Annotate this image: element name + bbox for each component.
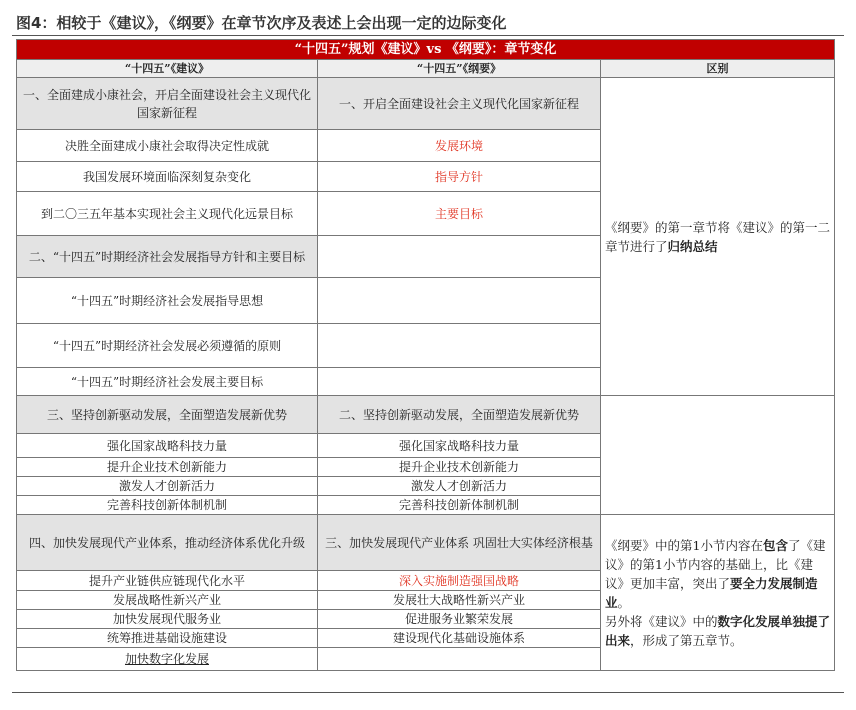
gangyao-empty [318, 278, 601, 324]
jianyi-item: 决胜全面建成小康社会取得决定性成就 [17, 130, 318, 162]
gangyao-item: 强化国家战略科技力量 [318, 434, 601, 458]
jianyi-item: “十四五”时期经济社会发展必须遵循的原则 [17, 324, 318, 368]
difference-note-2: 《纲要》中的第1小节内容在包含了《建议》的第1小节内容的基础上，比《建议》更加丰富，突出了要全力发展制造业。 另外将《建议》中的数字化发展单独提了出来，形成了第五章节。 [601, 515, 835, 671]
jianyi-item-digital-label: 加快数字化发展 [124, 652, 209, 666]
comparison-table [16, 39, 835, 671]
top-divider [12, 35, 844, 36]
gangyao-item: 激发人才创新活力 [318, 477, 601, 496]
gangyao-empty [318, 648, 601, 671]
gangyao-empty [318, 324, 601, 368]
jianyi-item: 发展战略性新兴产业 [17, 591, 318, 610]
header-gangyao: “十四五”《纲要》 [318, 60, 601, 78]
gangyao-item: 发展壮大战略性新兴产业 [318, 591, 601, 610]
gangyao-item: 建设现代化基础设施体系 [318, 629, 601, 648]
difference-empty [601, 396, 835, 515]
gangyao-item: 主要目标 [318, 192, 601, 236]
jianyi-item: 统筹推进基础设施建设 [17, 629, 318, 648]
gangyao-chapter-2: 二、坚持创新驱动发展，全面塑造发展新优势 [318, 396, 601, 434]
header-jianyi: “十四五”《建议》 [17, 60, 318, 78]
jianyi-item: 到二〇三五年基本实现社会主义现代化远景目标 [17, 192, 318, 236]
jianyi-item-digital [17, 648, 318, 671]
jianyi-item: “十四五”时期经济社会发展指导思想 [17, 278, 318, 324]
gangyao-chapter-1: 一、开启全面建设社会主义现代化国家新征程 [318, 78, 601, 130]
gangyao-item: 深入实施制造强国战略 [318, 571, 601, 591]
jianyi-chapter-3: 三、坚持创新驱动发展，全面塑造发展新优势 [17, 396, 318, 434]
bottom-divider [12, 692, 844, 693]
jianyi-chapter-2: 二、“十四五”时期经济社会发展指导方针和主要目标 [17, 236, 318, 278]
difference-note-1: 《纲要》的第一章节将《建议》的第一二章节进行了归纳总结 [601, 78, 835, 396]
gangyao-chapter-3: 三、加快发展现代产业体系 巩固壮大实体经济根基 [318, 515, 601, 571]
jianyi-item: 提升产业链供应链现代化水平 [17, 571, 318, 591]
jianyi-item: 加快发展现代服务业 [17, 610, 318, 629]
gangyao-item: 发展环境 [318, 130, 601, 162]
gangyao-item: 提升企业技术创新能力 [318, 458, 601, 477]
table-banner: “十四五”规划《建议》vs 《纲要》：章节变化 [17, 40, 835, 60]
header-difference: 区别 [601, 60, 835, 78]
gangyao-item: 完善科技创新体制机制 [318, 496, 601, 515]
figure-title: 图4：相较于《建议》，《纲要》在章节次序及表述上会出现一定的边际变化 [16, 14, 507, 32]
jianyi-item: 激发人才创新活力 [17, 477, 318, 496]
jianyi-chapter-4: 四、加快发展现代产业体系，推动经济体系优化升级 [17, 515, 318, 571]
jianyi-item: 提升企业技术创新能力 [17, 458, 318, 477]
gangyao-empty [318, 236, 601, 278]
gangyao-item: 促进服务业繁荣发展 [318, 610, 601, 629]
jianyi-item: 我国发展环境面临深刻复杂变化 [17, 162, 318, 192]
jianyi-chapter-1: 一、全面建成小康社会，开启全面建设社会主义现代化国家新征程 [17, 78, 318, 130]
jianyi-item: 完善科技创新体制机制 [17, 496, 318, 515]
gangyao-item: 指导方针 [318, 162, 601, 192]
gangyao-empty [318, 368, 601, 396]
jianyi-item: 强化国家战略科技力量 [17, 434, 318, 458]
jianyi-item: “十四五”时期经济社会发展主要目标 [17, 368, 318, 396]
